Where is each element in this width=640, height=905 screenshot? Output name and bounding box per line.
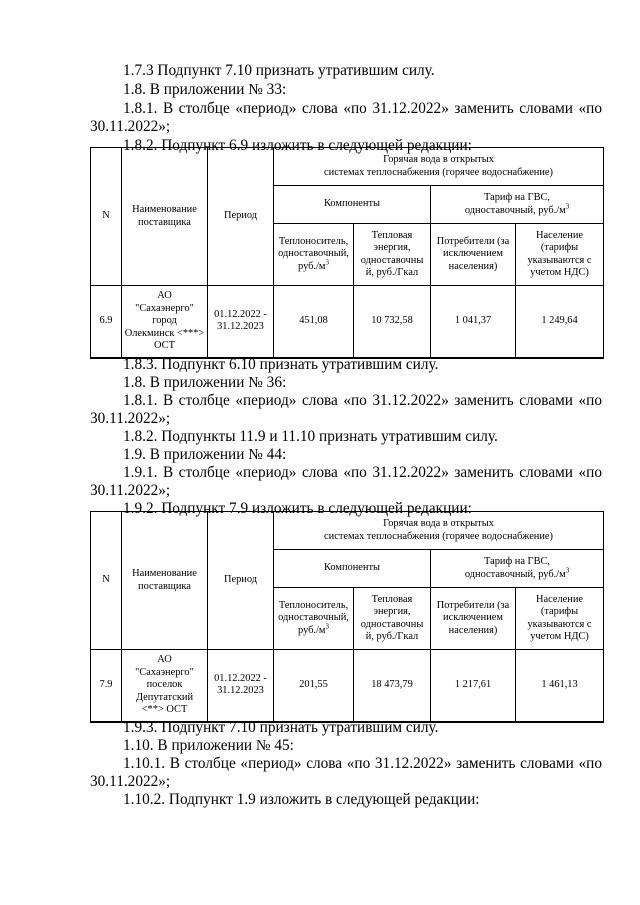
header-consumers: Потребители (за исключением населения)	[431, 588, 516, 650]
cell-heat-carrier: 451,08	[274, 286, 354, 358]
header-tariff: Тариф на ГВС, одноставочный, $руб./м^3$	[431, 550, 604, 588]
header-period: Период	[208, 512, 274, 650]
paragraph-1-9-2: 1.9.2. Подпункт 7.9 изложить в следующей редакции:	[123, 500, 472, 517]
paragraph-1-8-heading: 1.8. В приложении № 33:	[123, 81, 287, 98]
header-population: Население (тарифы указываются с учетом НДС)	[516, 224, 604, 286]
header-supplier: Наименование поставщика	[122, 512, 208, 650]
cell-population: 1 461,13	[516, 650, 604, 722]
header-tariff: Тариф на ГВС, одноставочный, $руб./м^3$	[431, 186, 604, 224]
paragraph-1-8-1-36: 1.8.1. В столбце «период» слова «по 31.12.2022» заменить словами «по	[123, 392, 602, 409]
header-hot-water: Горячая вода в открытых системах теплоснабжения (горячее водоснабжение)	[274, 512, 604, 550]
cell-thermal-energy: 18 473,79	[354, 650, 431, 722]
paragraph-1-9-1: 1.9.1. В столбце «период» слова «по 31.12.2022» заменить словами «по	[123, 464, 602, 481]
cell-consumers: 1 217,61	[431, 650, 516, 722]
paragraph-1-8-1-36-cont: 30.11.2022»;	[90, 410, 171, 427]
table-row	[91, 650, 604, 722]
cell-consumers: 1 041,37	[431, 286, 516, 358]
cell-population: 1 249,64	[516, 286, 604, 358]
tariff-table-2	[90, 511, 604, 723]
cell-supplier: АО "Сахаэнерго" поселок Депутатский <**> ОСТ	[122, 650, 208, 722]
header-thermal-energy: Тепловая энергия, одноставочны й, руб./Гкал	[354, 224, 431, 286]
paragraph-1-9-heading: 1.9. В приложении № 44:	[123, 446, 287, 463]
paragraph-1-10-heading: 1.10. В приложении № 45:	[123, 737, 294, 754]
paragraph-1-9-1-cont: 30.11.2022»;	[90, 482, 171, 499]
paragraph-1-10-2: 1.10.2. Подпункт 1.9 изложить в следующей редакции:	[123, 791, 480, 808]
header-hot-water: Горячая вода в открытых системах теплоснабжения (горячее водоснабжение)	[274, 148, 604, 186]
cell-supplier: АО "Сахаэнерго" город Олекминск <***> ОСТ	[122, 286, 208, 358]
header-population: Население (тарифы указываются с учетом НДС)	[516, 588, 604, 650]
header-thermal-energy: Тепловая энергия, одноставочны й, руб./Гкал	[354, 588, 431, 650]
cell-n: 6.9	[91, 286, 122, 358]
table-row	[91, 286, 604, 358]
cell-thermal-energy: 10 732,58	[354, 286, 431, 358]
header-period: Период	[208, 148, 274, 286]
header-components: Компоненты	[274, 186, 431, 224]
header-n: N	[91, 148, 122, 286]
paragraph-1-8-3: 1.8.3. Подпункт 6.10 признать утратившим силу.	[123, 356, 439, 373]
paragraph-1-8-1-cont: 30.11.2022»;	[90, 118, 171, 135]
header-heat-carrier: Теплоноситель, одноставочный, $руб./м^3$	[274, 224, 354, 286]
tariff-table-1	[90, 147, 604, 359]
paragraph-1-10-1: 1.10.1. В столбце «период» слова «по 31.12.2022» заменить словами «по	[123, 755, 602, 772]
header-components: Компоненты	[274, 550, 431, 588]
cell-heat-carrier: 201,55	[274, 650, 354, 722]
header-supplier: Наименование поставщика	[122, 148, 208, 286]
cell-period: 01.12.2022 - 31.12.2023	[208, 286, 274, 358]
paragraph-1-8-2: 1.8.2. Подпункт 6.9 изложить в следующей редакции:	[123, 137, 472, 154]
header-consumers: Потребители (за исключением населения)	[431, 224, 516, 286]
paragraph-1-7-3: 1.7.3 Подпункт 7.10 признать утратившим силу.	[123, 62, 435, 79]
paragraph-1-8-2-36: 1.8.2. Подпункты 11.9 и 11.10 признать утратившим силу.	[123, 428, 498, 445]
cell-period: 01.12.2022 - 31.12.2023	[208, 650, 274, 722]
header-n: N	[91, 512, 122, 650]
paragraph-1-9-3: 1.9.3. Подпункт 7.10 признать утратившим силу.	[123, 719, 439, 736]
header-heat-carrier: Теплоноситель, одноставочный, $руб./м^3$	[274, 588, 354, 650]
paragraph-1-8-1: 1.8.1. В столбце «период» слова «по 31.12.2022» заменить словами «по	[123, 100, 602, 117]
cell-n: 7.9	[91, 650, 122, 722]
paragraph-1-10-1-cont: 30.11.2022»;	[90, 773, 171, 790]
paragraph-1-8-heading-36: 1.8. В приложении № 36:	[123, 374, 287, 391]
